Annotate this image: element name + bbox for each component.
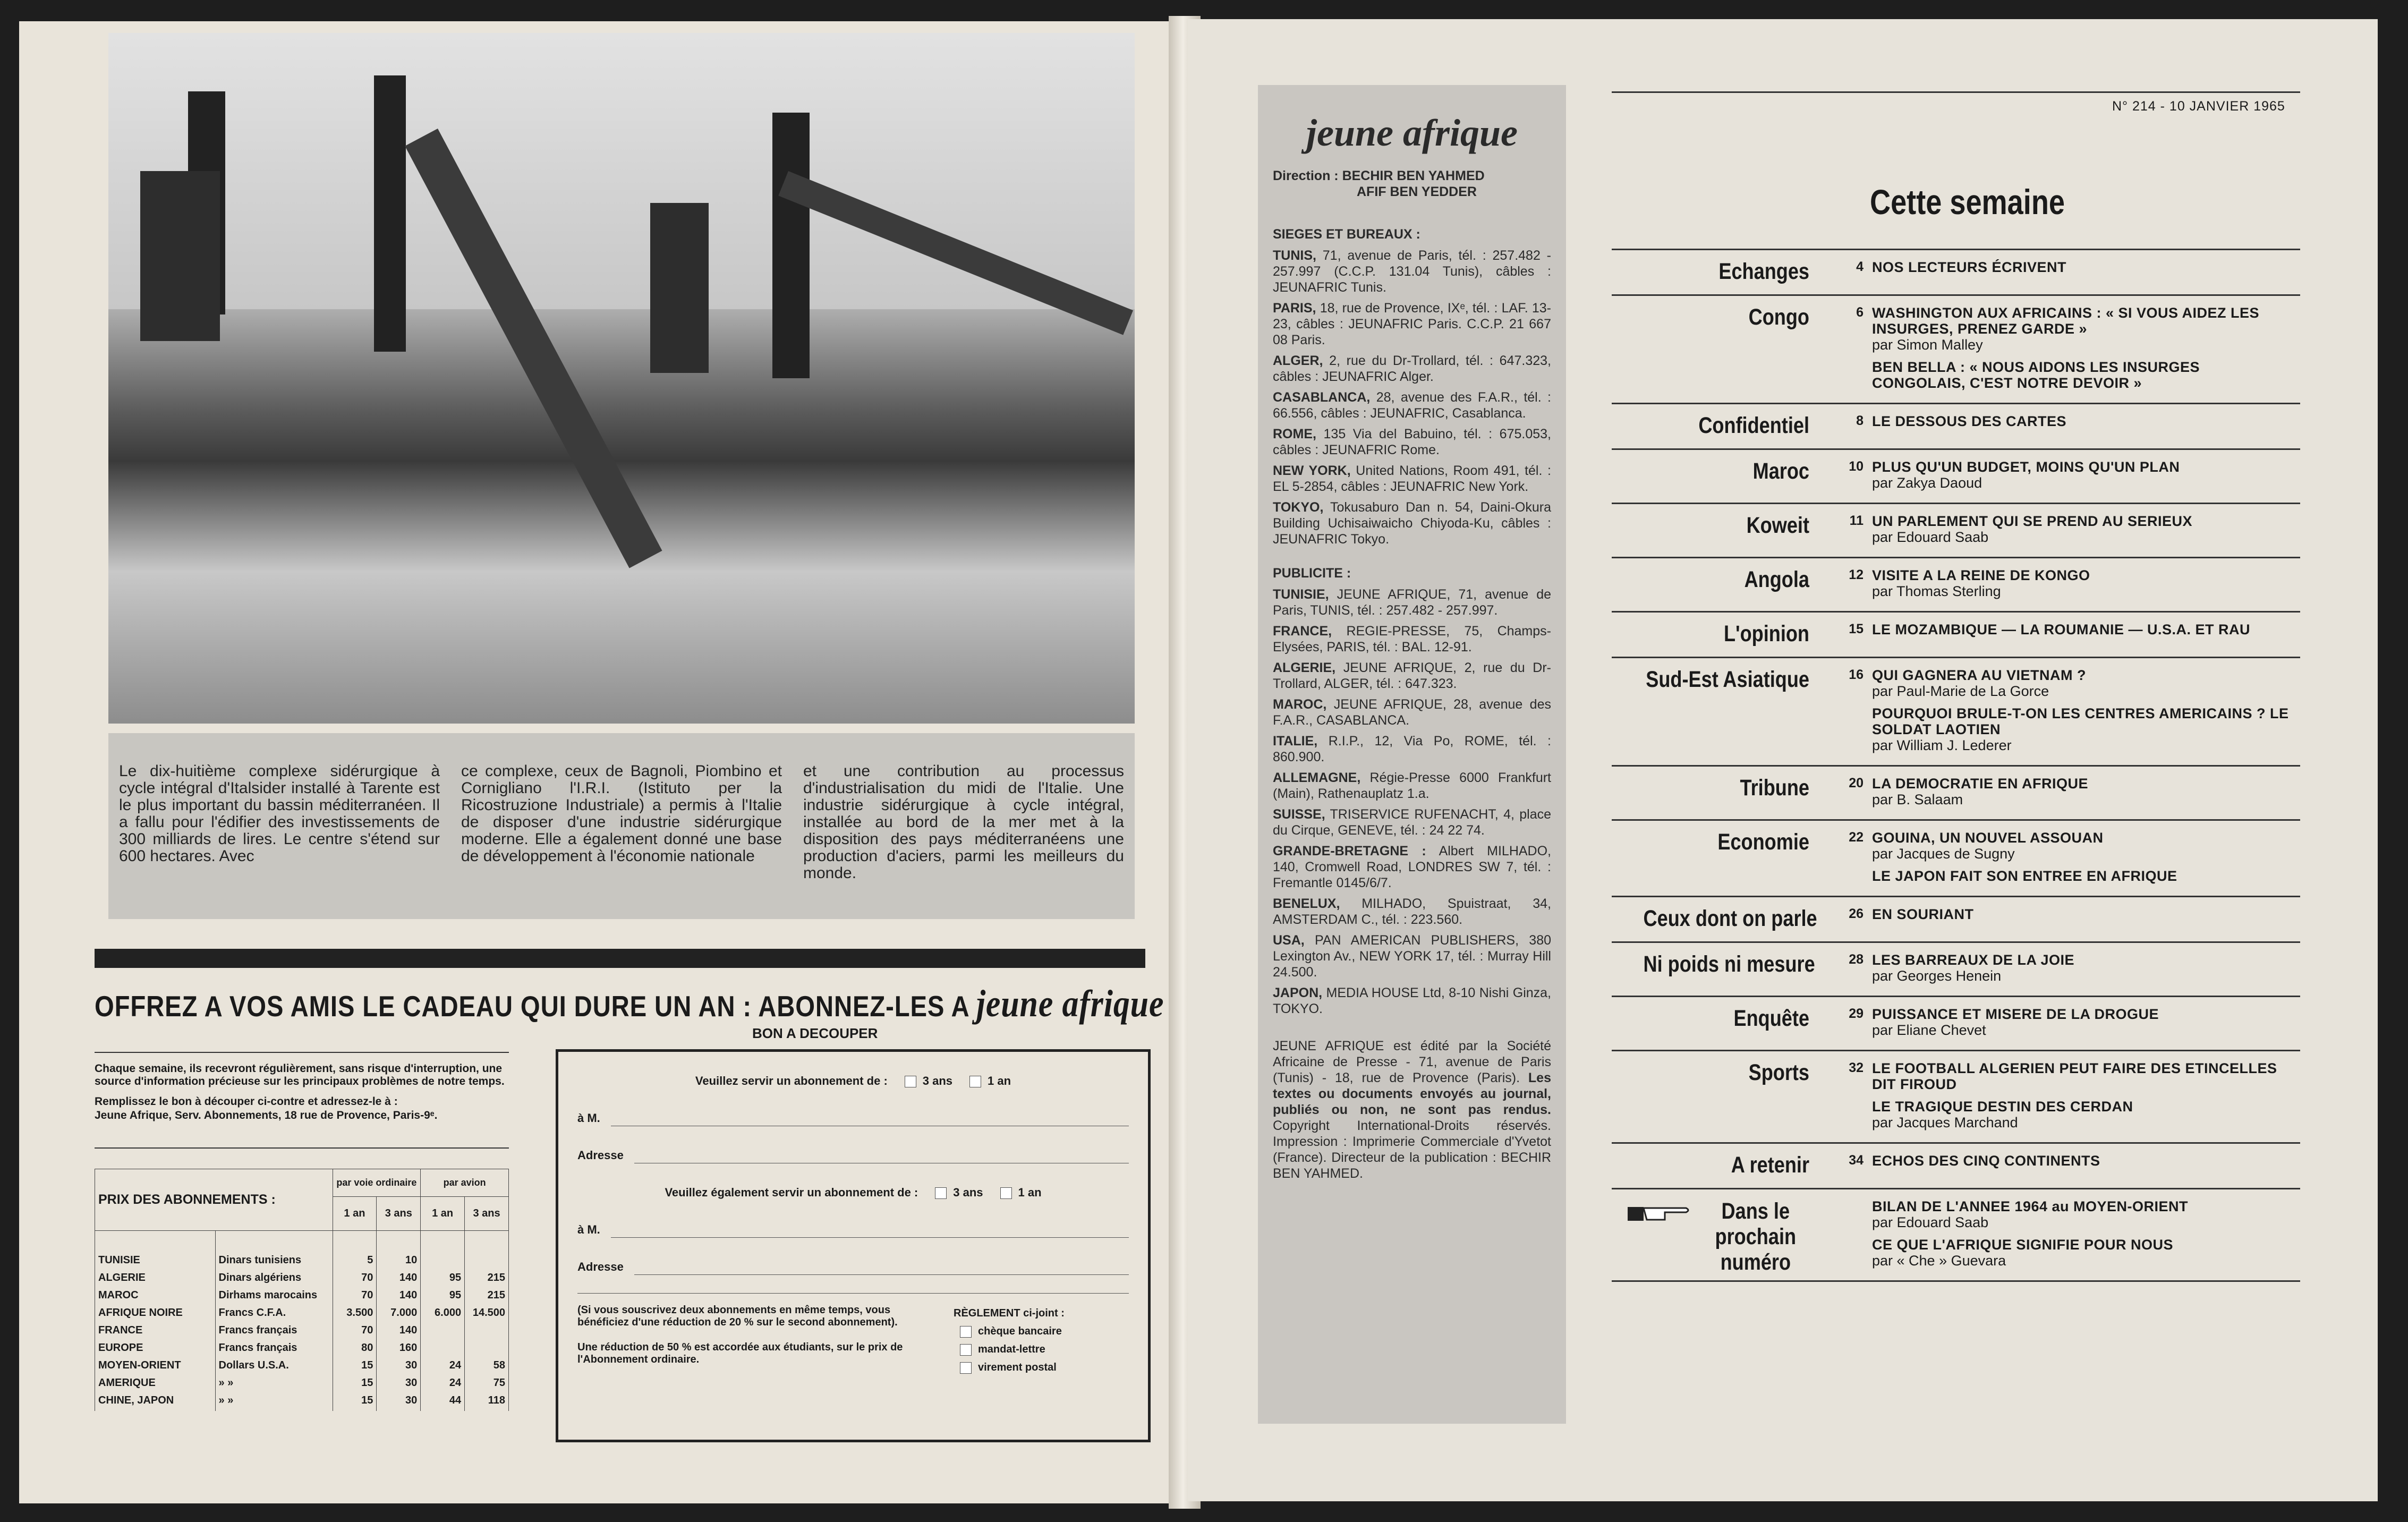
toc-entry-author: par Paul-Marie de La Gorce xyxy=(1872,683,2049,699)
address-label: Adresse xyxy=(577,1260,624,1273)
office-entry xyxy=(1273,733,1551,765)
payment-option: mandat-lettre xyxy=(978,1344,1045,1355)
name-field[interactable] xyxy=(611,1110,1129,1126)
office-details: JEUNE AFRIQUE, 28, avenue des F.A.R., CASABLANCA. xyxy=(1273,697,1551,728)
office-city: FRANCE, xyxy=(1273,624,1332,639)
price-cell: 70 xyxy=(361,1289,373,1301)
brand-logo: jeune afrique xyxy=(976,982,1164,1025)
direction-line: AFIF BEN YEDDER xyxy=(1357,184,1477,199)
toc-entry-author: par Georges Henein xyxy=(1872,968,2002,984)
direction xyxy=(1273,168,1551,200)
office-details: 2, rue du Dr-Trollard, tél. : 647.323, câbles : JEUNAFRIC Alger. xyxy=(1273,353,1551,384)
toc-page-number: 4 xyxy=(1856,259,1864,274)
office-entry xyxy=(1273,300,1551,348)
office-details: JEUNE AFRIQUE, 71, avenue de Paris, TUNIS, tél. : 257.482 - 257.997. xyxy=(1273,587,1551,618)
price-cell: 75 xyxy=(493,1377,505,1389)
toc-entry xyxy=(1872,1198,2297,1230)
sieges-list xyxy=(1273,248,1551,547)
office-entry xyxy=(1273,985,1551,1017)
toc-entry xyxy=(1872,705,2297,753)
price-cell: 80 xyxy=(361,1342,373,1354)
toc-page-number: 26 xyxy=(1849,906,1864,921)
toc-entry-title: LA DEMOCRATIE EN AFRIQUE xyxy=(1872,776,2088,792)
intro-text-3: Jeune Afrique, Serv. Abonnements, 18 rue de Provence, Paris-9ᵉ. xyxy=(95,1109,438,1121)
toc-entry xyxy=(1872,906,2297,922)
top-rule xyxy=(1612,91,2300,93)
office-details: PAN AMERICAN PUBLISHERS, 380 Lexington Av., NEW YORK 17, tél. : Murray Hill 24.500. xyxy=(1273,933,1551,980)
toc-page-number: 29 xyxy=(1849,1006,1864,1021)
office-city: ALLEMAGNE, xyxy=(1273,770,1361,785)
office-details: 18, rue de Provence, IXᵉ, tél. : LAF. 13-23, câbles : JEUNAFRIC Paris. C.C.P. 21 667 08 Paris. xyxy=(1273,301,1551,347)
price-cell: 7.000 xyxy=(390,1307,418,1319)
price-cell: 215 xyxy=(487,1272,505,1283)
toc-divider xyxy=(1612,448,2300,450)
publisher-note xyxy=(1273,1038,1551,1181)
toc-page-number: 11 xyxy=(1849,513,1864,528)
toc-entry xyxy=(1872,667,2297,699)
price-cell xyxy=(424,1340,461,1357)
price-cell: 95 xyxy=(449,1272,462,1283)
o1-column xyxy=(333,1231,377,1412)
toc-page-number: 8 xyxy=(1856,413,1864,428)
price-cell: 160 xyxy=(399,1342,418,1354)
checkbox-1-an[interactable] xyxy=(969,1076,981,1087)
toc-entry-author: par Thomas Sterling xyxy=(1872,583,2001,599)
price-cell: 58 xyxy=(493,1359,505,1371)
toc-entry-title: VISITE A LA REINE DE KONGO xyxy=(1872,567,2090,583)
price-cell: 30 xyxy=(405,1359,418,1371)
toc-section-name: Dans le prochain numéro xyxy=(1715,1198,1797,1275)
price-cell: 95 xyxy=(449,1289,462,1301)
price-cell: 24 xyxy=(449,1377,462,1389)
office-city: SUISSE, xyxy=(1273,807,1325,822)
office-city: ROME, xyxy=(1273,427,1316,441)
price-cell: Dollars U.S.A. xyxy=(218,1359,289,1371)
office-city: ITALIE, xyxy=(1273,734,1318,749)
toc-entry xyxy=(1872,1006,2297,1038)
price-cell: ALGERIE xyxy=(98,1272,146,1283)
toc-page-number: 20 xyxy=(1849,776,1864,790)
toc-entry-author: par Edouard Saab xyxy=(1872,529,1989,545)
divider xyxy=(95,1052,509,1053)
toc-entry-title: ECHOS DES CINQ CONTINENTS xyxy=(1872,1153,2100,1169)
table-of-contents xyxy=(1612,248,2300,1448)
price-cell: Francs C.F.A. xyxy=(218,1307,286,1319)
toc-section-name: Economie xyxy=(1717,829,1809,855)
toc-entry-title: EN SOURIANT xyxy=(1872,906,1974,922)
toc-entry xyxy=(1872,776,2297,807)
toc-entry-author: par Edouard Saab xyxy=(1872,1214,1989,1230)
toc-entry-title: LE JAPON FAIT SON ENTREE EN AFRIQUE xyxy=(1872,868,2177,884)
toc-entry-title: NOS LECTEURS ÉCRIVENT xyxy=(1872,259,2067,275)
toc-page-number: 12 xyxy=(1849,567,1864,582)
office-entry xyxy=(1273,389,1551,421)
office-entry xyxy=(1273,353,1551,385)
toc-entry-title: LES BARREAUX DE LA JOIE xyxy=(1872,952,2075,968)
office-city: TOKYO, xyxy=(1273,500,1324,515)
col-voie-ordinaire: par voie ordinaire xyxy=(333,1169,421,1197)
left-page xyxy=(19,21,1186,1503)
reglement-label: RÈGLEMENT ci-joint : xyxy=(954,1307,1065,1319)
office-details: Tokusaburo Dan n. 54, Daini-Okura Building Uchisaiwaicho Chiyoda-Ku, câbles : JEUNAFRIC Tokyo. xyxy=(1273,500,1551,547)
toc-section-name: Echanges xyxy=(1718,259,1809,284)
toc-page-number: 22 xyxy=(1849,830,1864,845)
checkbox-cheque[interactable] xyxy=(960,1326,972,1338)
sub-header: 1 an xyxy=(421,1197,465,1231)
toc-entry xyxy=(1872,413,2297,429)
price-cell: 14.500 xyxy=(472,1307,505,1319)
price-cell: 140 xyxy=(399,1272,418,1283)
toc-divider xyxy=(1612,503,2300,504)
toc-divider xyxy=(1612,557,2300,558)
checkbox-label: 1 an xyxy=(1018,1186,1042,1199)
price-table xyxy=(95,1169,509,1411)
toc-entry-title: BILAN DE L'ANNEE 1964 au MOYEN-ORIENT xyxy=(1872,1198,2189,1214)
publisher-text: Copyright International-Droits réservés. Impression : Imprimerie Commerciale d'Yvetot (France). Directeur de la publication : BECHIR BEN YAHMED. xyxy=(1273,1118,1551,1181)
toc-entry-author: par Simon Malley xyxy=(1872,337,1983,353)
price-cell: 215 xyxy=(487,1289,505,1301)
office-city: ALGER, xyxy=(1273,353,1323,368)
col-par-avion: par avion xyxy=(421,1169,509,1197)
price-cell: AFRIQUE NOIRE xyxy=(98,1307,183,1319)
price-cell: 6.000 xyxy=(435,1307,462,1319)
toc-page-number: 34 xyxy=(1849,1153,1864,1168)
toc-divider xyxy=(1612,1280,2300,1282)
toc-divider xyxy=(1612,765,2300,767)
price-cell: AMERIQUE xyxy=(98,1377,156,1389)
price-cell: Dinars algériens xyxy=(218,1272,302,1283)
price-cell: 140 xyxy=(399,1289,418,1301)
office-details: 135 Via del Babuino, tél. : 675.053, câbles : JEUNAFRIC Rome. xyxy=(1273,427,1552,457)
price-cell: Francs français xyxy=(218,1324,297,1336)
office-details: R.I.P., 12, Via Po, ROME, tél. : 860.900. xyxy=(1273,734,1551,764)
toc-entry-title: POURQUOI BRULE-T-ON LES CENTRES AMERICAINS ? LE SOLDAT LAOTIEN xyxy=(1872,705,2289,737)
office-city: CASABLANCA, xyxy=(1273,390,1371,405)
toc-entry xyxy=(1872,359,2297,391)
office-details: REGIE-PRESSE, 75, Champs-Elysées, PARIS, tél. : BAL. 12-91. xyxy=(1273,624,1551,654)
office-entry xyxy=(1273,770,1551,802)
price-cell: 44 xyxy=(449,1395,462,1406)
price-cell: 140 xyxy=(399,1324,418,1336)
office-entry xyxy=(1273,896,1551,928)
office-details: Albert MILHADO, 140, Cromwell Road, LONDRES SW 7, tél. : Fremantle 0145/6/7. xyxy=(1273,844,1551,890)
toc-title: Cette semaine xyxy=(1870,182,2065,222)
photo-caption xyxy=(108,733,1135,919)
price-cell: 30 xyxy=(405,1377,418,1389)
price-cell: 5 xyxy=(367,1254,373,1266)
pub-title: PUBLICITE : xyxy=(1273,566,1351,581)
payment-option: chèque bancaire xyxy=(978,1325,1062,1337)
toc-entry-title: LE MOZAMBIQUE — LA ROUMANIE — U.S.A. ET RAU xyxy=(1872,622,2250,637)
office-details: 28, avenue des F.A.R., tél. : 66.556, câbles : JEUNAFRIC, Casablanca. xyxy=(1273,390,1551,421)
sub-header: 3 ans xyxy=(377,1197,421,1231)
checkbox-3-ans[interactable] xyxy=(905,1076,916,1087)
office-entry xyxy=(1273,806,1551,838)
toc-section-name: Congo xyxy=(1748,304,1809,330)
office-entry xyxy=(1273,499,1551,547)
toc-page-number: 16 xyxy=(1849,667,1864,682)
sub-header: 1 an xyxy=(333,1197,377,1231)
price-cell: 3.500 xyxy=(346,1307,373,1319)
toc-section-name: Ceux dont on parle xyxy=(1643,906,1817,931)
steel-plant-photo xyxy=(108,33,1135,724)
toc-entry xyxy=(1872,952,2297,984)
price-cell: EUROPE xyxy=(98,1342,143,1354)
toc-divider xyxy=(1612,1142,2300,1144)
toc-divider xyxy=(1612,611,2300,613)
caption-col-2: ce complexe, ceux de Bagnoli, Piombino et Cornigliano l'I.R.I. (Istituto per la Ricostruzione Industriale) a permis à l'Italie de disposer d'une industrie sidérurgique moderne. Elle a également donné une base de développement à l'économie nationale xyxy=(461,762,782,865)
intro-text-2: Remplissez le bon à découper ci-contre et adressez-le à : xyxy=(95,1095,398,1108)
country-column xyxy=(95,1231,216,1412)
office-details: MILHADO, Spuistraat, 34, AMSTERDAM C., tél. : 223.560. xyxy=(1273,896,1551,927)
office-details: MEDIA HOUSE Ltd, 8-10 Nishi Ginza, TOKYO. xyxy=(1273,985,1552,1016)
price-cell: 15 xyxy=(361,1377,373,1389)
office-details: TRISERVICE RUFENACHT, 4, place du Cirque, GENEVE, tél. : 24 22 74. xyxy=(1273,807,1551,838)
masthead-column xyxy=(1258,85,1566,1424)
toc-divider xyxy=(1612,657,2300,658)
price-cell: MOYEN-ORIENT xyxy=(98,1359,181,1371)
price-cell: 24 xyxy=(449,1359,462,1371)
checkbox-mandat[interactable] xyxy=(960,1344,972,1356)
toc-entry xyxy=(1872,1153,2297,1169)
student-note: Une réduction de 50 % est accordée aux étudiants, sur le prix de l'Abonnement ordinaire. xyxy=(577,1341,903,1365)
checkbox-1-an[interactable] xyxy=(1000,1187,1012,1199)
toc-entry-author: par B. Salaam xyxy=(1872,792,1963,807)
toc-divider xyxy=(1612,403,2300,404)
price-cell: Dinars tunisiens xyxy=(218,1254,302,1266)
toc-section-name: L'opinion xyxy=(1723,621,1809,647)
office-details: United Nations, Room 491, tél. : EL 5-2854, câbles : JEUNAFRIC New York. xyxy=(1273,463,1551,494)
office-city: TUNIS, xyxy=(1273,248,1316,263)
toc-section-name: Sud-Est Asiatique xyxy=(1646,667,1809,692)
toc-entry-title: LE DESSOUS DES CARTES xyxy=(1872,413,2067,429)
sieges-title: SIEGES ET BUREAUX : xyxy=(1273,227,1420,242)
address-label: Adresse xyxy=(577,1149,624,1162)
price-cell: 70 xyxy=(361,1272,373,1283)
office-entry xyxy=(1273,660,1551,692)
office-entry xyxy=(1273,623,1551,655)
a3-column xyxy=(465,1231,509,1412)
am-label: à M. xyxy=(577,1111,600,1125)
toc-entry xyxy=(1872,1099,2297,1130)
price-cell: TUNISIE xyxy=(98,1254,140,1266)
toc-section-name: A retenir xyxy=(1731,1152,1809,1178)
office-city: NEW YORK, xyxy=(1273,463,1351,478)
toc-section-name: Ni poids ni mesure xyxy=(1643,951,1815,977)
price-cell: 10 xyxy=(405,1254,418,1266)
toc-entry xyxy=(1872,1060,2297,1092)
office-entry xyxy=(1273,426,1551,458)
payment-option: virement postal xyxy=(978,1362,1057,1373)
toc-entry-title: LE TRAGIQUE DESTIN DES CERDAN xyxy=(1872,1099,2133,1115)
price-cell xyxy=(468,1252,505,1270)
office-city: BENELUX, xyxy=(1273,896,1340,911)
office-details: JEUNE AFRIQUE, 2, rue du Dr-Trollard, ALGER, tél. : 647.323. xyxy=(1273,660,1551,691)
office-city: ALGERIE, xyxy=(1273,660,1336,675)
toc-entry xyxy=(1872,513,2297,545)
price-cell: Francs français xyxy=(218,1342,297,1354)
price-cell: 30 xyxy=(405,1395,418,1406)
toc-entry-title: QUI GAGNERA AU VIETNAM ? xyxy=(1872,667,2086,683)
price-cell: 70 xyxy=(361,1324,373,1336)
direction-line: Direction : BECHIR BEN YAHMED xyxy=(1273,168,1485,183)
office-entry xyxy=(1273,696,1551,728)
toc-entry-title: PLUS QU'UN BUDGET, MOINS QU'UN PLAN xyxy=(1872,459,2180,475)
toc-page-number: 10 xyxy=(1849,459,1864,474)
checkbox-3-ans[interactable] xyxy=(935,1187,947,1199)
divider xyxy=(95,1147,509,1149)
price-cell xyxy=(468,1322,505,1340)
toc-divider xyxy=(1612,249,2300,250)
price-cell xyxy=(424,1322,461,1340)
toc-entry-title: BEN BELLA : « NOUS AIDONS LES INSURGES CONGOLAIS, C'EST NOTRE DEVOIR » xyxy=(1872,359,2200,391)
office-city: MAROC, xyxy=(1273,697,1327,712)
office-entry xyxy=(1273,932,1551,980)
publisher-text: JEUNE AFRIQUE est édité par la Société Africaine de Presse - 71, avenue de Paris (Tunis) - 18, rue de Provence (Paris). xyxy=(1273,1039,1551,1085)
toc-divider xyxy=(1612,1188,2300,1189)
toc-page-number: 15 xyxy=(1849,622,1864,636)
toc-divider xyxy=(1612,996,2300,997)
toc-entry-author: par Eliane Chevet xyxy=(1872,1022,1986,1038)
toc-entry-author: par Zakya Daoud xyxy=(1872,475,1982,491)
price-cell: CHINE, JAPON xyxy=(98,1395,174,1406)
toc-entry-title: CE QUE L'AFRIQUE SIGNIFIE POUR NOUS xyxy=(1872,1237,2173,1253)
price-cell: FRANCE xyxy=(98,1324,143,1336)
toc-entry xyxy=(1872,622,2297,637)
subscription-headline-text: OFFREZ A VOS AMIS LE CADEAU QUI DURE UN AN : ABONNEZ-LES A xyxy=(95,990,969,1023)
office-city: PARIS, xyxy=(1273,301,1316,316)
toc-entry xyxy=(1872,567,2297,599)
price-cell: 15 xyxy=(361,1359,373,1371)
checkbox-label: 3 ans xyxy=(953,1186,983,1199)
toc-entry-title: GOUINA, UN NOUVEL ASSOUAN xyxy=(1872,830,2104,846)
toc-page-number: 32 xyxy=(1849,1060,1864,1075)
office-details: Régie-Presse 6000 Frankfurt (Main), Rathenauplatz 1.a. xyxy=(1273,770,1552,801)
toc-entry xyxy=(1872,830,2297,862)
checkbox-label: 1 an xyxy=(988,1074,1011,1087)
sub-header: 3 ans xyxy=(465,1197,509,1231)
price-table-title: PRIX DES ABONNEMENTS : xyxy=(95,1169,333,1231)
subscription-form xyxy=(556,1049,1151,1442)
subscription-intro xyxy=(95,1062,535,1129)
toc-page-number: 6 xyxy=(1856,305,1864,320)
checkbox-label: 3 ans xyxy=(922,1074,953,1087)
price-cell xyxy=(468,1340,505,1357)
toc-section-name: Koweit xyxy=(1746,513,1809,538)
currency-column xyxy=(215,1231,333,1412)
office-city: GRANDE-BRETAGNE : xyxy=(1273,844,1426,858)
pointing-hand-icon xyxy=(1628,1203,1691,1224)
toc-divider xyxy=(1612,941,2300,943)
address-field[interactable] xyxy=(634,1147,1129,1163)
toc-page-number: 28 xyxy=(1849,952,1864,967)
toc-section-name: Angola xyxy=(1744,567,1809,592)
o3-column xyxy=(377,1231,421,1412)
pub-list xyxy=(1273,586,1551,1017)
toc-section-name: Maroc xyxy=(1752,458,1809,484)
office-city: USA, xyxy=(1273,933,1305,948)
subscription-bar xyxy=(95,949,1145,968)
toc-entry-title: PUISSANCE ET MISERE DE LA DROGUE xyxy=(1872,1006,2159,1022)
a1-column xyxy=(421,1231,465,1412)
checkbox-virement[interactable] xyxy=(960,1362,972,1374)
bon-a-decouper: BON A DECOUPER xyxy=(752,1025,878,1041)
office-city: JAPON, xyxy=(1273,985,1323,1000)
publisher-bold: Les textes ou documents envoyés au journal, publiés ou non, ne sont pas rendus. xyxy=(1273,1070,1551,1117)
office-entry xyxy=(1273,843,1551,891)
office-details: 71, avenue de Paris, tél. : 257.482 - 257.997 (C.C.P. 131.04 Tunis), câbles : JEUNAFRIC Tunis. xyxy=(1273,248,1551,295)
price-cell: » » xyxy=(218,1377,234,1389)
toc-entry-author: par William J. Lederer xyxy=(1872,737,2012,753)
am-label: à M. xyxy=(577,1223,600,1236)
toc-divider xyxy=(1612,896,2300,897)
price-cell: 118 xyxy=(488,1395,505,1406)
office-entry xyxy=(1273,248,1551,295)
toc-section-name: Confidentiel xyxy=(1698,413,1809,438)
toc-entry xyxy=(1872,1237,2297,1269)
intro-text-1: Chaque semaine, ils recevront régulièrement, sans risque d'interruption, une source d'information précieuse sur les principaux problèmes de notre temps. xyxy=(95,1062,505,1087)
address-field-2[interactable] xyxy=(634,1259,1129,1275)
price-cell: Dirhams marocains xyxy=(218,1289,318,1301)
toc-entry-author: par Jacques Marchand xyxy=(1872,1115,2018,1130)
price-cell xyxy=(424,1252,461,1270)
toc-entry xyxy=(1872,259,2297,275)
issue-number: N° 214 - 10 JANVIER 1965 xyxy=(2112,99,2285,114)
price-cell: » » xyxy=(218,1395,234,1406)
subscription-headline xyxy=(95,982,1164,1026)
serve-label-1: Veuillez servir un abonnement de : xyxy=(695,1074,888,1087)
price-cell: 15 xyxy=(361,1395,373,1406)
toc-entry-author: par Jacques de Sugny xyxy=(1872,846,2015,862)
toc-entry xyxy=(1872,459,2297,491)
right-page xyxy=(1188,19,2378,1501)
toc-entry xyxy=(1872,868,2297,884)
toc-entry-title: UN PARLEMENT QUI SE PREND AU SERIEUX xyxy=(1872,513,2193,529)
caption-col-3: et une contribution au processus d'industrialisation du midi de l'Italie. Une industrie sidérurgique à cycle intégral, installée au bord de la mer met à la disposition des pays méditerranéens une production d'aciers, parmi les meilleurs du monde. xyxy=(803,762,1124,882)
toc-entry-title: LE FOOTBALL ALGERIEN PEUT FAIRE DES ETINCELLES DIT FIROUD xyxy=(1872,1060,2277,1092)
office-city: TUNISIE, xyxy=(1273,587,1329,602)
name-field-2[interactable] xyxy=(611,1222,1129,1238)
toc-divider xyxy=(1612,819,2300,821)
price-cell: MAROC xyxy=(98,1289,139,1301)
toc-section-name: Tribune xyxy=(1740,775,1809,801)
toc-entry xyxy=(1872,305,2297,353)
toc-divider xyxy=(1612,1050,2300,1051)
masthead-logo: jeune afrique xyxy=(1306,112,1518,154)
toc-entry-title: WASHINGTON AUX AFRICAINS : « SI VOUS AIDEZ LES INSURGES, PRENEZ GARDE » xyxy=(1872,305,2260,337)
toc-section-name: Enquête xyxy=(1733,1006,1809,1031)
toc-section-name: Sports xyxy=(1748,1060,1809,1085)
office-entry xyxy=(1273,463,1551,495)
reduction-note: (Si vous souscrivez deux abonnements en même temps, vous bénéficiez d'une réduction de 20 % sur le second abonnement). xyxy=(577,1304,898,1328)
caption-col-1: Le dix-huitième complexe sidérurgique à cycle intégral d'Italsider installé à Tarente est le plus important du bassin méditerranéen. Il a fallu pour l'édifier des investissements de 300 milliards de lires. Le centre s'étend sur 600 hectares. Avec xyxy=(119,762,440,865)
serve-label-2: Veuillez également servir un abonnement de : xyxy=(665,1186,918,1199)
toc-divider xyxy=(1612,294,2300,296)
toc-entry-author: par « Che » Guevara xyxy=(1872,1253,2006,1269)
office-entry xyxy=(1273,586,1551,618)
